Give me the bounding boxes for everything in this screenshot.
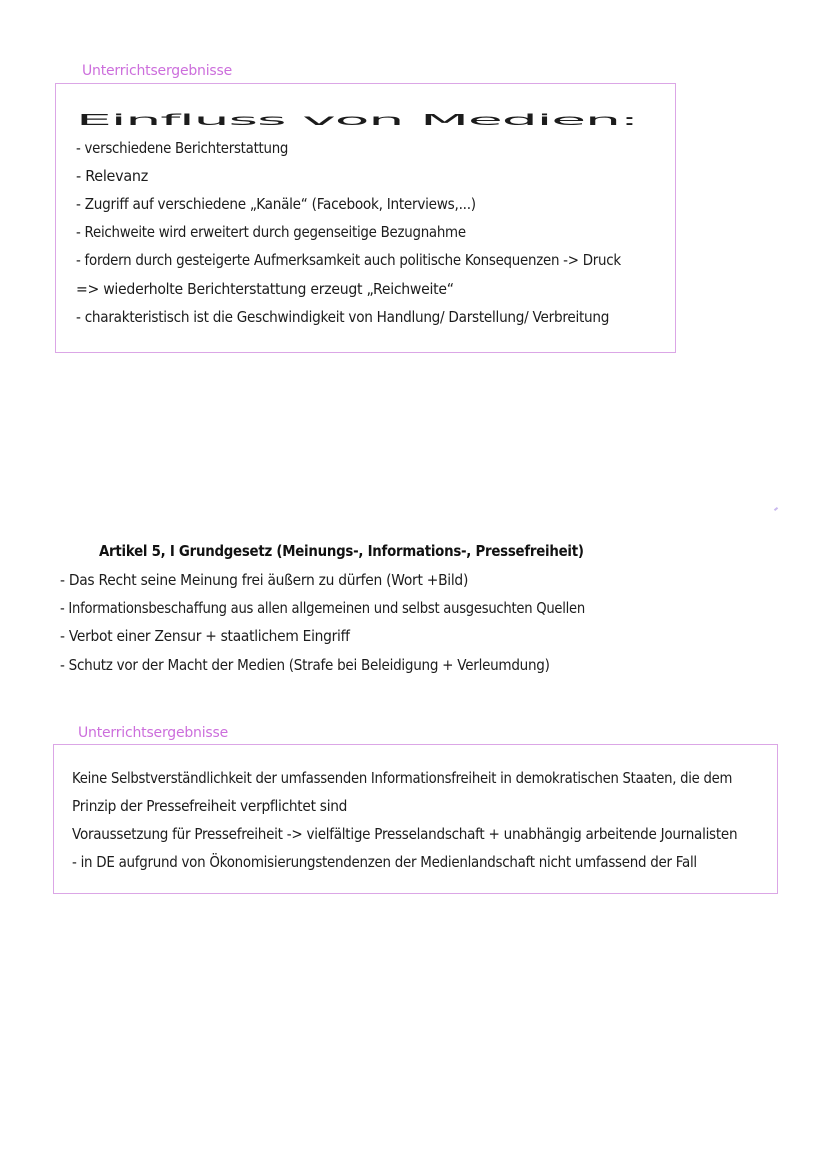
results-1-line: - charakteristisch ist die Geschwindigkeit von Handlung/ Darstellung/ Verbreitung: [76, 308, 610, 326]
results-1-line: Einfluss von Medien:: [76, 111, 638, 129]
results-2-line: Keine Selbstverständlichkeit der umfassenden Informationsfreiheit in demokratischen Staaten, die dem: [72, 769, 733, 787]
results-2-line: Voraussetzung für Pressefreiheit -> vielfältige Presselandschaft + unabhängig arbeitende Journalisten: [72, 825, 738, 843]
section-label-unterrichtsergebnisse-2: Unterrichtsergebnisse: [78, 725, 229, 741]
results-1-line: - verschiedene Berichterstattung: [76, 139, 289, 157]
stray-pen-mark: [774, 507, 778, 511]
results-1-line: - Reichweite wird erweitert durch gegenseitige Bezugnahme: [76, 223, 466, 241]
article-line: - Das Recht seine Meinung frei äußern zu dürfen (Wort +Bild): [60, 571, 469, 589]
results-1-line: - Relevanz: [76, 167, 149, 185]
results-2-line: Prinzip der Pressefreiheit verpflichtet sind: [72, 797, 348, 815]
section-label-unterrichtsergebnisse-1: Unterrichtsergebnisse: [82, 63, 233, 79]
article-heading: Artikel 5, I Grundgesetz (Meinungs-, Informations-, Pressefreiheit): [98, 542, 584, 560]
article-line: - Schutz vor der Macht der Medien (Strafe bei Beleidigung + Verleumdung): [60, 656, 550, 674]
results-1-line: - Zugriff auf verschiedene „Kanäle“ (Facebook, Interviews,...): [76, 195, 476, 213]
results-1-line: - fordern durch gesteigerte Aufmerksamkeit auch politische Konsequenzen -> Druck: [76, 251, 621, 269]
results-1-line: => wiederholte Berichterstattung erzeugt „Reichweite“: [76, 280, 454, 298]
results-2-line: - in DE aufgrund von Ökonomisierungstendenzen der Medienlandschaft nicht umfassend der Fall: [72, 853, 697, 871]
article-line: - Verbot einer Zensur + staatlichem Eingriff: [60, 627, 350, 645]
article-line: - Informationsbeschaffung aus allen allgemeinen und selbst ausgesuchten Quellen: [60, 599, 585, 617]
